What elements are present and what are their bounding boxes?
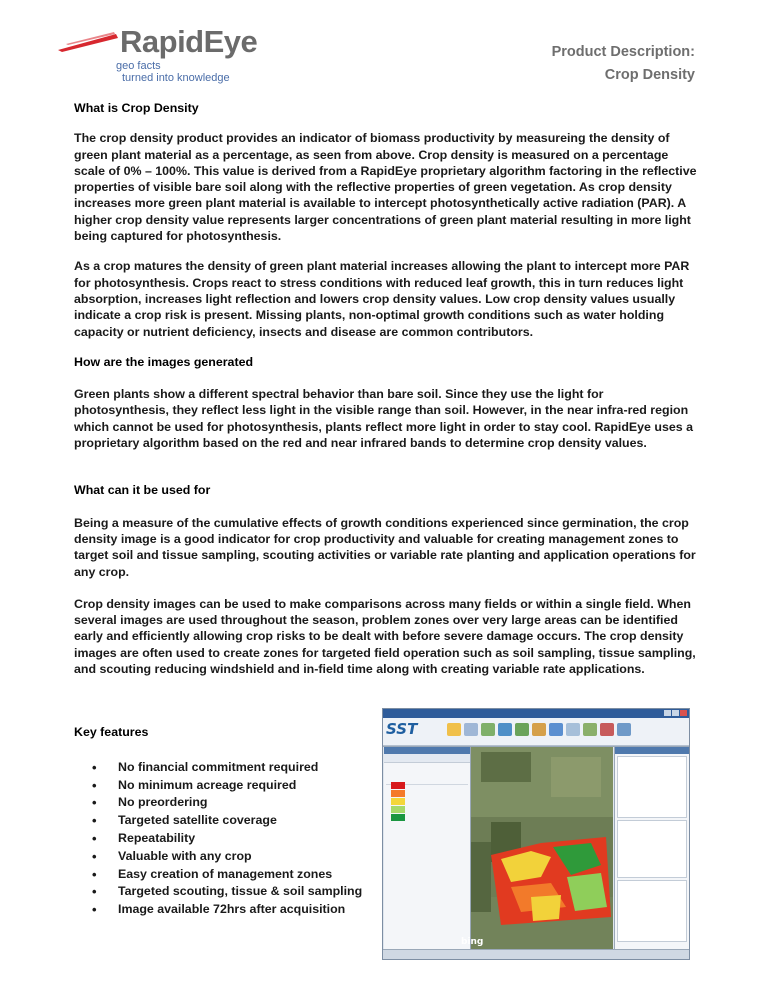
legend-swatch xyxy=(391,806,405,813)
paragraph-uses-1: Being a measure of the cumulative effects of growth conditions experienced since germination, the crop density image is a good indicator for crop productivity and valuable for creating management zones to target soil and tissue sampling, scouting activities or variable rate planting and application operations for any crop. xyxy=(74,515,696,579)
heading-key-features: Key features xyxy=(74,725,149,739)
paragraph-what-is-2: As a crop matures the density of green plant material increases allowing the plant to intercept more PAR for photosynthesis. Crops react to stress conditions with reduced leaf growth, this in turn reduces light absorption, increases light reflection and lowers crop density values. Low crop density values usually indicate a crop risk is present. Missing plants, non-optimal growth conditions such as water holding capacity or nutrient deficiency, insects and disease are common contributors. xyxy=(74,259,690,339)
heading-uses: What can it be used for xyxy=(74,483,211,498)
logo-tagline-2: turned into knowledge xyxy=(122,72,230,84)
list-item: • No financial commitment required xyxy=(74,759,374,777)
key-features xyxy=(74,724,374,919)
legend-swatch xyxy=(391,782,405,789)
document-title-line-1: Product Description: xyxy=(551,44,695,60)
document-title xyxy=(552,41,695,87)
list-item: • Targeted satellite coverage xyxy=(74,812,374,830)
screenshot-ribbon xyxy=(383,718,689,746)
bing-watermark: bing xyxy=(461,937,484,947)
paragraph-how-generated: Green plants show a different spectral behavior than bare soil. Since they use the light for photosynthesis, they reflect less light in the visible range than soil. However, in the near infra-red region which cannot be used for photosynthesis, plants reflect more light in order to stay cool. RapidEye uses a proprietary algorithm based on the red and near infrared bands to determine crop density values. xyxy=(74,387,693,451)
crop-density-map xyxy=(471,747,613,949)
layers-panel xyxy=(384,747,471,949)
list-item: • No preordering xyxy=(74,794,374,812)
list-item: • Image available 72hrs after acquisition xyxy=(74,901,374,919)
sst-logo: SST xyxy=(386,720,418,738)
paragraph-what-is-1: The crop density product provides an indicator of biomass productivity by measureing the density of green plant material as a percentage, as seen from above. Crop density is measured on a percentage scale of 0% – 100%. This value is derived from a RapidEye proprietary algorithm factoring in the reflective properties of visible bare soil along with the reflective properties of green vegetation. As crop density increases more green plant material is available to intercept photosynthetically active radiation (PAR). A higher crop density value represents larger concentrations of green plant material resulting in more light being captured for photosynthesis. xyxy=(74,131,697,244)
list-item: • Easy creation of management zones xyxy=(74,866,374,884)
software-screenshot xyxy=(382,708,690,960)
legend-swatch xyxy=(391,814,405,821)
list-item: • Valuable with any crop xyxy=(74,848,374,866)
list-item: • Repeatability xyxy=(74,830,374,848)
legend-swatch xyxy=(391,798,405,805)
ribbon-buttons xyxy=(447,721,634,740)
paragraph-uses-2: Crop density images can be used to make comparisons across many fields or within a single field. When several images are used throughout the season, problem zones over very large areas can be identified early and efficiently allowing crop risks to be dealt with before severe damage occurs. The crop density images are often used to create zones for targeted field operation such as soil sampling, tissue sampling, and scouting reducing windshield and in-field time along with creating variable rate applications. xyxy=(74,596,696,677)
status-bar xyxy=(383,949,690,959)
screenshot-titlebar xyxy=(383,709,689,718)
legend-swatch xyxy=(391,790,405,797)
list-item: • No minimum acreage required xyxy=(74,777,374,795)
layers-panel-header xyxy=(384,747,470,754)
logo-name: RapidEye xyxy=(120,24,258,59)
crop-density-legend xyxy=(391,782,405,822)
document-title-line-2: Crop Density xyxy=(604,67,695,83)
logo-tagline-1: geo facts xyxy=(116,60,161,72)
map-image xyxy=(471,747,613,949)
logo-swoosh-icon xyxy=(56,30,122,54)
details-panel xyxy=(614,747,689,949)
heading-what-is-crop-density: What is Crop Density xyxy=(74,101,199,115)
list-item: • Targeted scouting, tissue & soil sampling xyxy=(74,883,374,901)
document-body xyxy=(74,100,700,677)
heading-how-generated: How are the images generated xyxy=(74,354,254,369)
key-features-list xyxy=(74,759,374,919)
rapideye-logo xyxy=(56,22,296,86)
details-panel-header xyxy=(615,747,689,754)
